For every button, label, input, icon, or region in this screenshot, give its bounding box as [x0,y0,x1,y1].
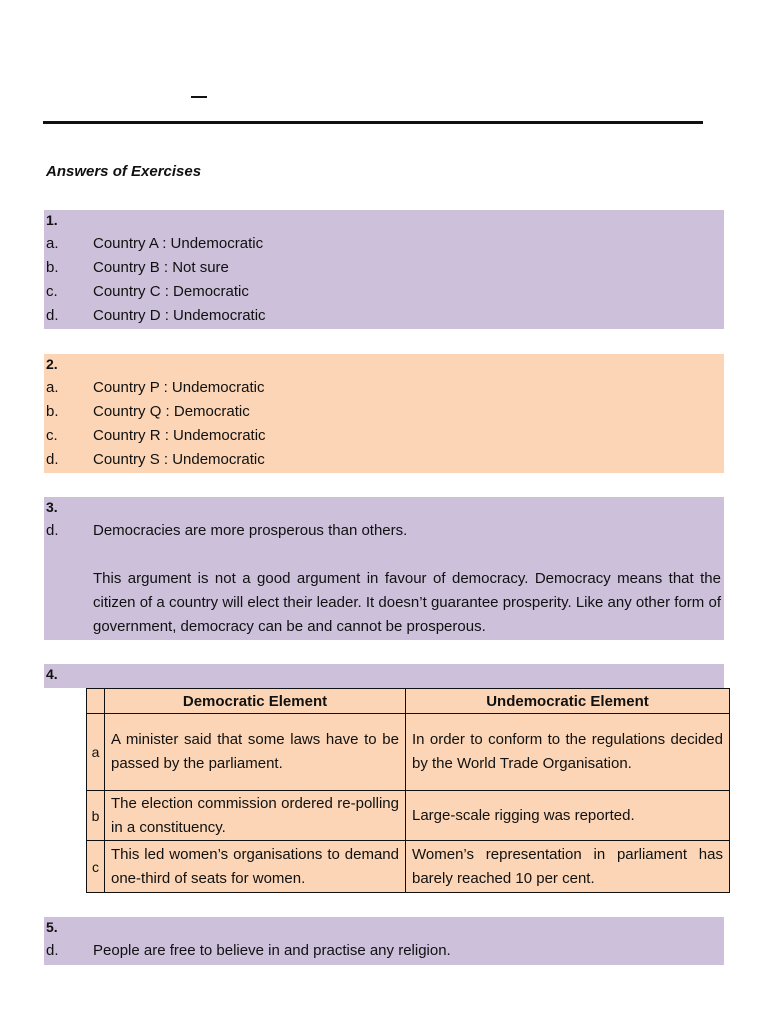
answer-item [44,939,724,963]
question-5-block [44,917,724,965]
undemocratic-cell: Large-scale rigging was reported. [406,791,730,841]
header-undemocratic: Undemocratic Element [406,689,730,714]
undemocratic-cell: Women’s representation in parliament has barely reached 10 per cent. [406,841,730,893]
item-text: Country S : Undemocratic [93,451,265,468]
item-text: Country Q : Democratic [93,403,250,420]
table-row [87,714,730,791]
item-letter: a. [46,235,59,252]
item-text: People are free to believe in and practise any religion. [93,942,451,959]
answer-item [44,376,724,400]
answer-item [44,280,724,304]
item-text: Country D : Undemocratic [93,307,266,324]
answer-item [44,232,724,256]
header-blank-cell [87,689,105,714]
header-rule [43,121,703,124]
item-letter: b. [46,259,59,276]
table-header-row [87,689,730,714]
question-3-block [44,497,724,640]
elements-table [86,688,730,893]
item-text: Country P : Undemocratic [93,379,265,396]
item-text: Country B : Not sure [93,259,229,276]
item-text: Country R : Undemocratic [93,427,266,444]
answer-item [44,448,724,472]
row-label: a [87,714,105,791]
item-letter: d. [46,522,59,539]
item-letter: d. [46,307,59,324]
question-number: 3. [46,499,58,515]
page-heading: Answers of Exercises [46,163,202,180]
table-row [87,791,730,841]
question-1-block [44,210,724,329]
item-text: Democracies are more prosperous than others. [93,522,408,539]
item-letter: d. [46,942,59,959]
header-dash [191,96,207,98]
item-text: Country A : Undemocratic [93,235,264,252]
answer-item [44,256,724,280]
question-4-block [44,664,724,688]
header-democratic: Democratic Element [105,689,406,714]
item-letter: a. [46,379,59,396]
table-row [87,841,730,893]
question-number: 5. [46,919,58,935]
question-2-block [44,354,724,473]
democratic-cell: The election commission ordered re-polling in a constituency. [105,791,406,841]
answer-item [44,400,724,424]
explanation-text: This argument is not a good argument in favour of democracy. Democracy means that the citizen of a country will elect their leader. It doesn’t guarantee prosperity. Like any other form of government, democracy can be and cannot be prosperous. [93,570,721,635]
question-number: 1. [46,212,58,228]
democratic-cell: This led women’s organisations to demand one-third of seats for women. [105,841,406,893]
question-number: 2. [46,356,58,372]
row-label: b [87,791,105,841]
answer-item [44,519,724,543]
row-label: c [87,841,105,893]
answer-item [44,424,724,448]
democratic-cell: A minister said that some laws have to be passed by the parliament. [105,714,406,791]
item-text: Country C : Democratic [93,283,249,300]
answer-item [44,304,724,328]
question-number: 4. [46,666,58,682]
undemocratic-cell: In order to conform to the regulations decided by the World Trade Organisation. [406,714,730,791]
item-letter: c. [46,283,58,300]
item-letter: b. [46,403,59,420]
item-letter: d. [46,451,59,468]
item-letter: c. [46,427,58,444]
